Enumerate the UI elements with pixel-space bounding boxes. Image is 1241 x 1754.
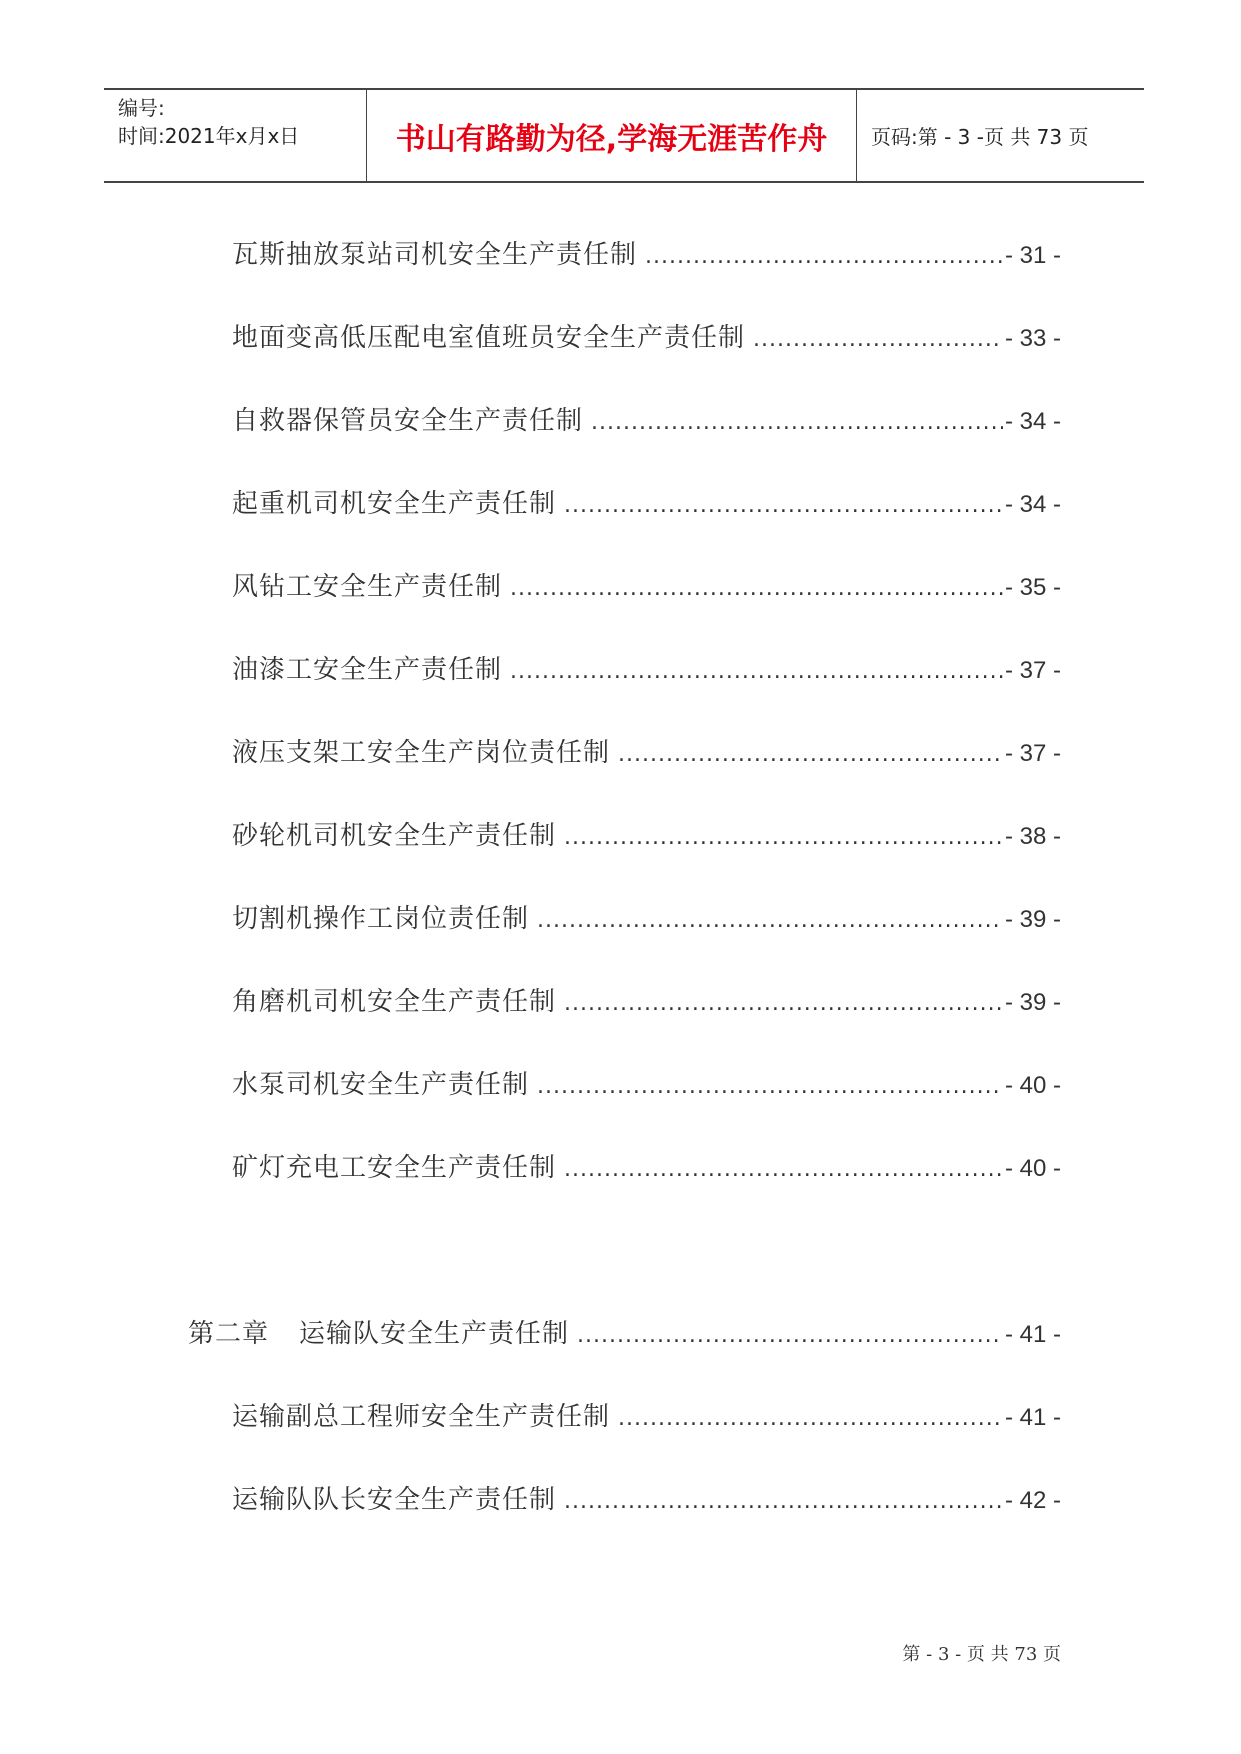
toc-entry[interactable] <box>232 1064 1061 1101</box>
toc-leader <box>753 327 1003 352</box>
toc-entry-title: 自救器保管员安全生产责任制 <box>232 406 584 436</box>
toc-leader <box>537 908 1003 933</box>
toc-leader <box>564 991 1003 1016</box>
toc-entry-title: 液压支架工安全生产岗位责任制 <box>232 738 611 768</box>
toc-entry-page: - 31 - <box>1004 242 1061 269</box>
toc-leader <box>510 659 1003 684</box>
toc-entry-page: - 39 - <box>1004 906 1061 933</box>
toc-entry-page: - 42 - <box>1004 1487 1061 1514</box>
toc-leader <box>564 493 1003 518</box>
toc-entry-page: - 39 - <box>1004 989 1061 1016</box>
toc-entry[interactable] <box>232 1147 1061 1184</box>
toc-entry-title: 运输副总工程师安全生产责任制 <box>232 1402 611 1432</box>
toc-leader <box>564 825 1003 850</box>
header-motto: 书山有路勤为径,学海无涯苦作舟 <box>367 90 857 181</box>
toc-entry[interactable] <box>232 1479 1061 1516</box>
header-page-info: 页码:第 - 3 -页 共 73 页 <box>871 125 1089 149</box>
toc-entry-title: 砂轮机司机安全生产责任制 <box>232 821 557 851</box>
toc-entry-title: 瓦斯抽放泵站司机安全生产责任制 <box>232 240 638 270</box>
toc-entry-page: - 37 - <box>1004 657 1061 684</box>
toc-entry[interactable] <box>232 649 1061 686</box>
toc-entry[interactable] <box>232 317 1061 354</box>
toc-entry-page: - 34 - <box>1004 491 1061 518</box>
toc-entry[interactable] <box>232 815 1061 852</box>
toc-chapter-page: - 41 - <box>1004 1321 1061 1348</box>
document-number-label: 编号: <box>118 96 165 120</box>
toc-entry-title: 矿灯充电工安全生产责任制 <box>232 1153 557 1183</box>
toc-leader <box>618 1406 1003 1431</box>
toc-entry-title: 风钻工安全生产责任制 <box>232 572 503 602</box>
header-meta <box>104 90 367 181</box>
toc-leader <box>645 244 1003 269</box>
toc-entry[interactable] <box>232 732 1061 769</box>
toc-entry-page: - 40 - <box>1004 1155 1061 1182</box>
toc-entry-title: 油漆工安全生产责任制 <box>232 655 503 685</box>
toc-entry[interactable] <box>232 898 1061 935</box>
toc-entry-page: - 33 - <box>1004 325 1061 352</box>
toc-leader <box>564 1489 1003 1514</box>
toc-leader <box>618 742 1003 767</box>
toc-entry-page: - 41 - <box>1004 1404 1061 1431</box>
toc-entry-page: - 34 - <box>1004 408 1061 435</box>
toc-leader <box>564 1157 1003 1182</box>
toc-entry[interactable] <box>232 1396 1061 1433</box>
toc-entry-page: - 38 - <box>1004 823 1061 850</box>
toc-entry-page: - 37 - <box>1004 740 1061 767</box>
toc-entry[interactable] <box>232 483 1061 520</box>
toc-entry-page: - 40 - <box>1004 1072 1061 1099</box>
toc-entry[interactable] <box>232 400 1061 437</box>
toc-entry-title: 运输队队长安全生产责任制 <box>232 1485 557 1515</box>
chapter-label: 第二章 <box>188 1319 270 1349</box>
toc-entry-title: 起重机司机安全生产责任制 <box>232 489 557 519</box>
toc-chapter-entry[interactable] <box>188 1313 1061 1350</box>
toc-leader <box>537 1074 1003 1099</box>
toc-entry[interactable] <box>232 981 1061 1018</box>
toc-entry-page: - 35 - <box>1004 574 1061 601</box>
toc-entry-title: 地面变高低压配电室值班员安全生产责任制 <box>232 323 746 353</box>
page-header <box>104 88 1144 183</box>
toc-leader <box>510 576 1003 601</box>
toc-entry-title: 角磨机司机安全生产责任制 <box>232 987 557 1017</box>
toc-leader <box>591 410 1003 435</box>
toc-entry-title: 切割机操作工岗位责任制 <box>232 904 530 934</box>
toc-chapter-title <box>188 1313 569 1350</box>
toc-entry[interactable] <box>232 234 1061 271</box>
toc-entry[interactable] <box>232 566 1061 603</box>
page-footer: 第 - 3 - 页 共 73 页 <box>902 1644 1061 1665</box>
chapter-title: 运输队安全生产责任制 <box>299 1319 570 1349</box>
toc-entry-title: 水泵司机安全生产责任制 <box>232 1070 530 1100</box>
toc-leader <box>577 1323 1003 1348</box>
document-time-label: 时间:2021年x月x日 <box>118 124 300 148</box>
